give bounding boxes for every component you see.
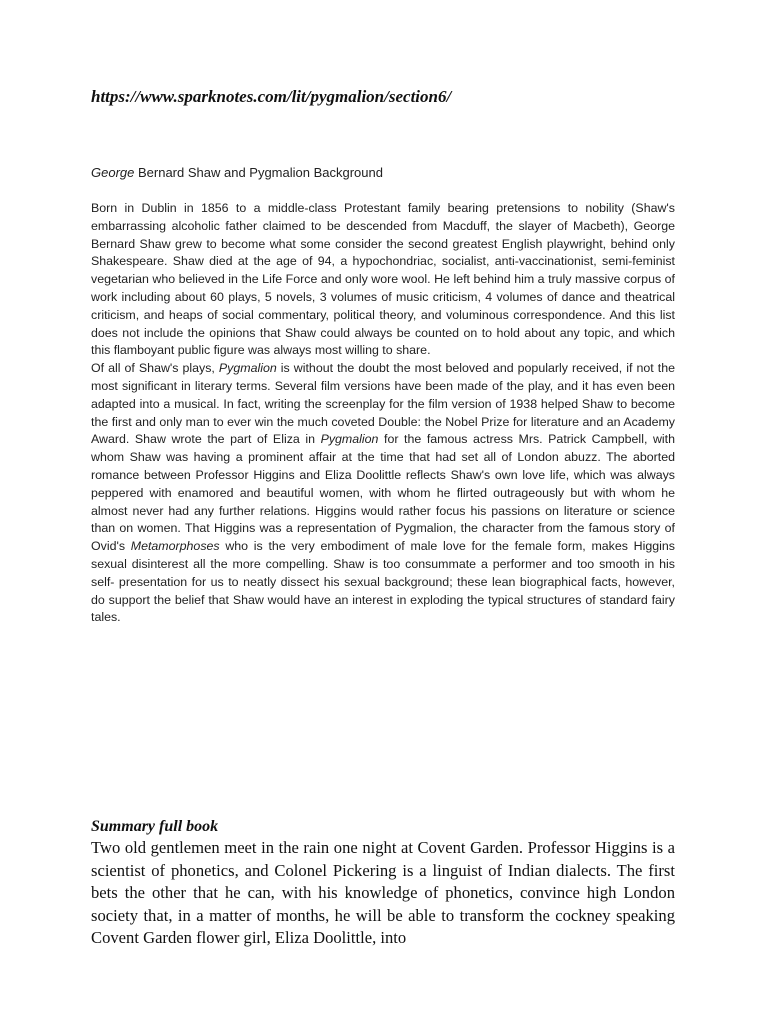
p2-text-d: who is the very embodiment of male love for the female form, makes Higgins sexual disinterest all the more compelling. Shaw is too consummate a performer and too smooth in his self- presentation for us to neatly dissect his sexual background; these lean biographical facts, however, do support the belief that Shaw would have an interest in exploding the typical structures of standard fairy tales.: [91, 539, 676, 625]
p2-text-c: for the famous actress Mrs. Patrick Campbell, with whom Shaw was having a prominent affair at the time that had set all of London abuzz. The aborted romance between Professor Higgins and Eliza Doolittle reflects Shaw's own love life, which was always peppered with enamored and beautiful women, with whom he flirted outrageously but with whom he almost never had any further relations. Higgins would rather focus his passions on literature or science than on women. That Higgins was a representation of Pygmalion, the character from the famous story of Ovid's: [91, 432, 675, 554]
biography-paragraph-2: [91, 360, 675, 627]
summary-title: Summary full book: [91, 818, 219, 835]
heading-italic-part: George: [91, 165, 135, 180]
biography-body: [91, 200, 675, 627]
p2-text-a: Of all of Shaw's plays,: [91, 361, 219, 376]
heading-rest: Bernard Shaw and Pygmalion Background: [134, 165, 383, 180]
p2-title-metamorphoses: Metamorphoses: [130, 539, 220, 554]
biography-paragraph-1: Born in Dublin in 1856 to a middle-class Protestant family bearing pretensions to nobility (Shaw's embarrassing alcoholic father claimed to be descended from Macduff, the slayer of Macbeth), George Bernard Shaw grew to become what some consider the second greatest English playwright, behind only Shakespeare. Shaw died at the age of 94, a hypochondriac, socialist, anti-vaccinationist, semi-feminist vegetarian who believed in the Life Force and only wore wool. He left behind him a truly massive corpus of work including about 60 plays, 5 novels, 3 volumes of music criticism, 4 volumes of dance and theatrical criticism, and heaps of social commentary, political theory, and voluminous correspondence. And this list does not include the opinions that Shaw could always be counted on to hold about any topic, and which this flamboyant public figure was always most willing to share.: [91, 201, 675, 358]
p2-text-b: is without the doubt the most beloved and popularly received, if not the most significant in literary terms. Several film versions have been made of the play, and it has even been adapted into a musical. In fact, writing the screenplay for the film version of 1938 helped Shaw to become the first and only man to ever win the much coveted Double: the Nobel Prize for literature and an Academy Award. Shaw wrote the part of Eliza in: [91, 361, 675, 447]
p2-title-pygmalion-2: Pygmalion: [320, 432, 379, 447]
p2-title-pygmalion-1: Pygmalion: [218, 361, 277, 376]
section-heading: [91, 164, 675, 182]
summary-text: Two old gentlemen meet in the rain one night at Covent Garden. Professor Higgins is a scientist of phonetics, and Colonel Pickering is a linguist of Indian dialects. The first bets the other that he can, with his knowledge of phonetics, convince high London society that, in a matter of months, he will be able to transform the cockney speaking Covent Garden flower girl, Eliza Doolittle, into: [91, 838, 675, 948]
source-url: https://www.sparknotes.com/lit/pygmalion/section6/: [91, 87, 452, 106]
